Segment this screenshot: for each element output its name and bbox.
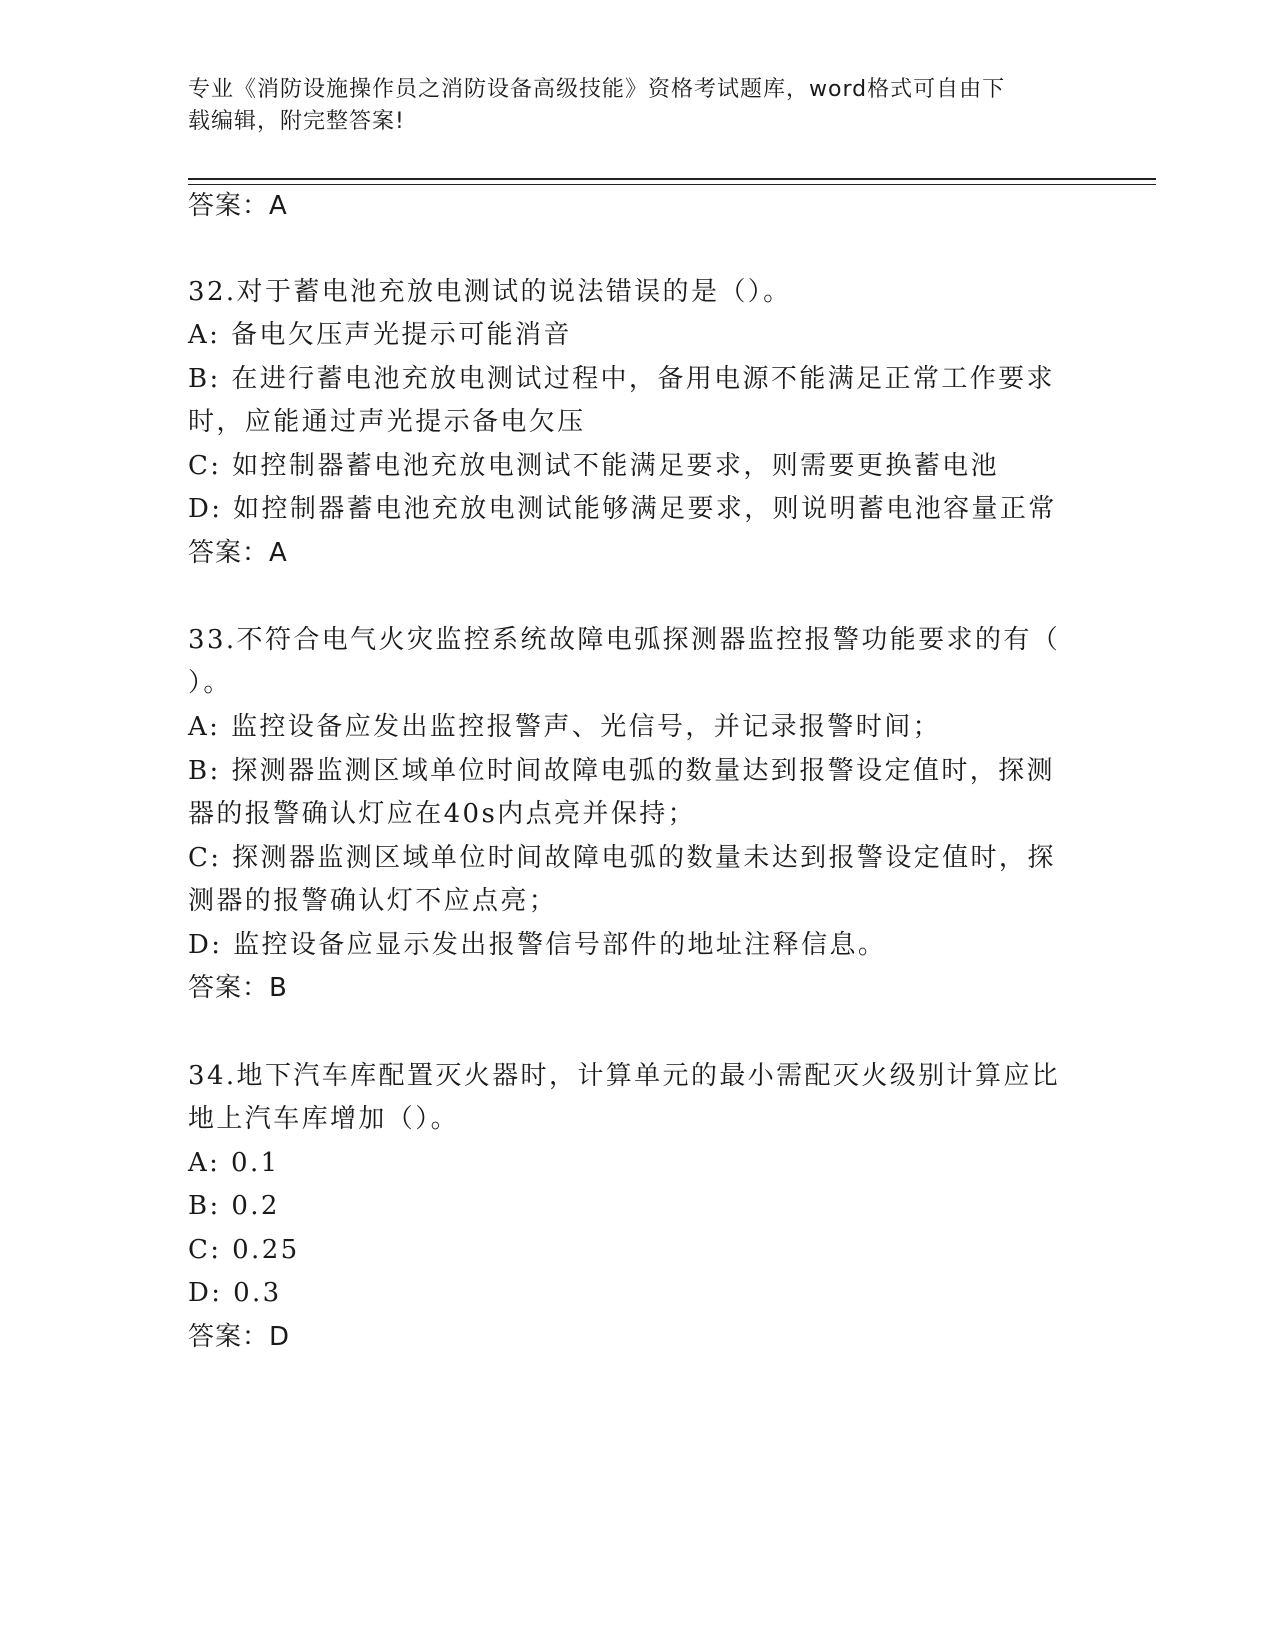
question-33-option-b-line-1: B: 探测器监测区域单位时间故障电弧的数量达到报警设定值时，探测 (188, 756, 1055, 786)
question-32-option-a: A: 备电欠压声光提示可能消音 (188, 320, 572, 350)
question-33-option-b-line-2: 器的报警确认灯应在40s内点亮并保持； (188, 799, 697, 829)
header-rule-thin (188, 184, 1156, 185)
document-header (188, 74, 1068, 138)
question-34-stem-line-1: 34.地下汽车库配置灭火器时，计算单元的最小需配灭火级别计算应比 (188, 1061, 1061, 1091)
question-32-answer: 答案：A (188, 538, 288, 568)
question-33-option-d: D: 监控设备应显示发出报警信号部件的地址注释信息。 (188, 930, 887, 960)
previous-question-answer: 答案：A (188, 191, 288, 221)
question-33-option-c-line-2: 测器的报警确认灯不应点亮； (188, 886, 558, 916)
question-34-option-b: B: 0.2 (188, 1191, 280, 1221)
question-32-option-b-line-1: B: 在进行蓄电池充放电测试过程中，备用电源不能满足正常工作要求 (188, 364, 1055, 394)
question-32-option-b-line-2: 时，应能通过声光提示备电欠压 (188, 407, 586, 437)
question-33-option-c-line-1: C: 探测器监测区域单位时间故障电弧的数量未达到报警设定值时，探 (188, 843, 1056, 873)
question-34-stem-line-2: 地上汽车库增加（）。 (188, 1104, 460, 1134)
question-32-option-c: C: 如控制器蓄电池充放电测试不能满足要求，则需要更换蓄电池 (188, 451, 999, 481)
question-34-option-a: A: 0.1 (188, 1148, 280, 1178)
header-line-1: 专业《消防设施操作员之消防设备高级技能》资格考试题库，word格式可自由下 (188, 77, 1006, 102)
question-33-stem-line-2: ）。 (188, 668, 232, 698)
question-32-option-d: D: 如控制器蓄电池充放电测试能够满足要求，则说明蓄电池容量正常 (188, 494, 1057, 524)
question-34-option-d: D: 0.3 (188, 1278, 282, 1308)
question-33-stem-line-1: 33.不符合电气火灾监控系统故障电弧探测器监控报警功能要求的有（ (188, 625, 1061, 655)
question-33-option-a: A: 监控设备应发出监控报警声、光信号，并记录报警时间； (188, 712, 942, 742)
question-34-option-c: C: 0.25 (188, 1235, 300, 1265)
question-34-answer: 答案：D (188, 1322, 291, 1352)
header-rule-thick (188, 178, 1156, 180)
question-32-stem: 32.对于蓄电池充放电测试的说法错误的是（）。 (188, 277, 792, 307)
header-line-2: 载编辑，附完整答案! (188, 109, 405, 134)
question-33-answer: 答案：B (188, 973, 288, 1003)
